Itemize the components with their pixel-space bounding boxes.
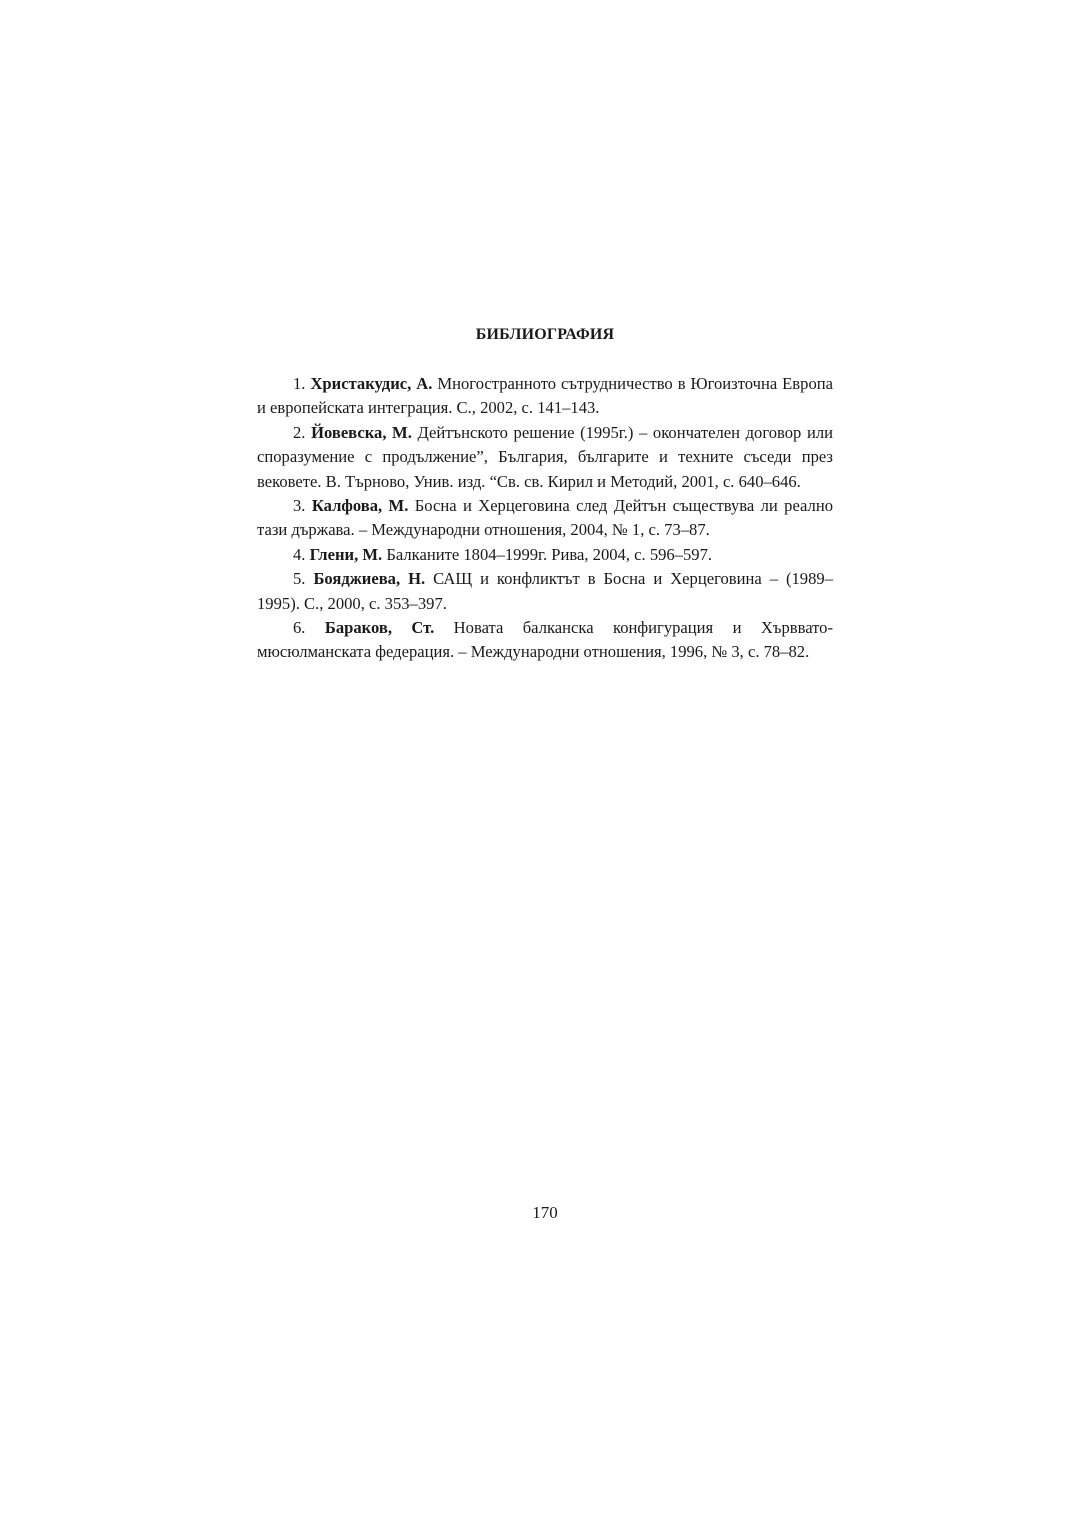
entry-text: Босна и Херцеговина след Дейтън съществува ли реално тази държава. – Международни отношения, 2004, № 1, с. 73–87. (257, 496, 833, 540)
entry-number: 1. (293, 374, 306, 393)
entry-number: 3. (293, 496, 306, 516)
entry-text: Новата балканска конфигурация и Хърввато-мюсюлманската федерация. – Международни отношения, 1996, № 3, с. 78–82. (257, 618, 833, 662)
entry-text: Дейтънското решение (1995г.) – окончателен договор или споразумение с продължение”, България, българите и техните съседи през вековете. В. Търново, Унив. изд. “Св. св. Кирил и Методий, 2001, с. 640–646. (257, 422, 833, 491)
entry-text: Многостранното сътрудничество в Югоизточна Европа и европейската интеграция. С., 2002, с. 141–143. (257, 374, 833, 418)
entry-number: 2. (293, 422, 306, 442)
entry-author: Калфова, М. (311, 496, 409, 516)
entry-author: Бояджиева, Н. (313, 569, 426, 589)
entry-author: Йовевска, М. (311, 422, 412, 442)
entry-author: Христакудис, А. (310, 374, 433, 393)
bibliography-entry (257, 567, 833, 616)
bibliography-heading: БИБЛИОГРАФИЯ (475, 326, 615, 343)
bibliography-entry (257, 616, 833, 665)
bibliography-entry (257, 421, 833, 494)
entry-number: 4. (293, 544, 306, 564)
entry-text: Балканите 1804–1999г. Рива, 2004, с. 596–597. (386, 544, 713, 564)
entry-author: Бараков, Ст. (324, 618, 435, 638)
entry-text: САЩ и конфликтът в Босна и Херцеговина – (1989–1995). С., 2000, с. 353–397. (257, 569, 833, 613)
entry-number: 6. (293, 618, 306, 638)
bibliography-list (257, 372, 833, 665)
bibliography-entry (257, 494, 833, 543)
entry-author: Глени, М. (309, 544, 383, 564)
page-number: 170 (532, 1203, 558, 1222)
entry-number: 5. (293, 569, 306, 589)
bibliography-entry (257, 372, 833, 421)
bibliography-entry (257, 543, 833, 567)
